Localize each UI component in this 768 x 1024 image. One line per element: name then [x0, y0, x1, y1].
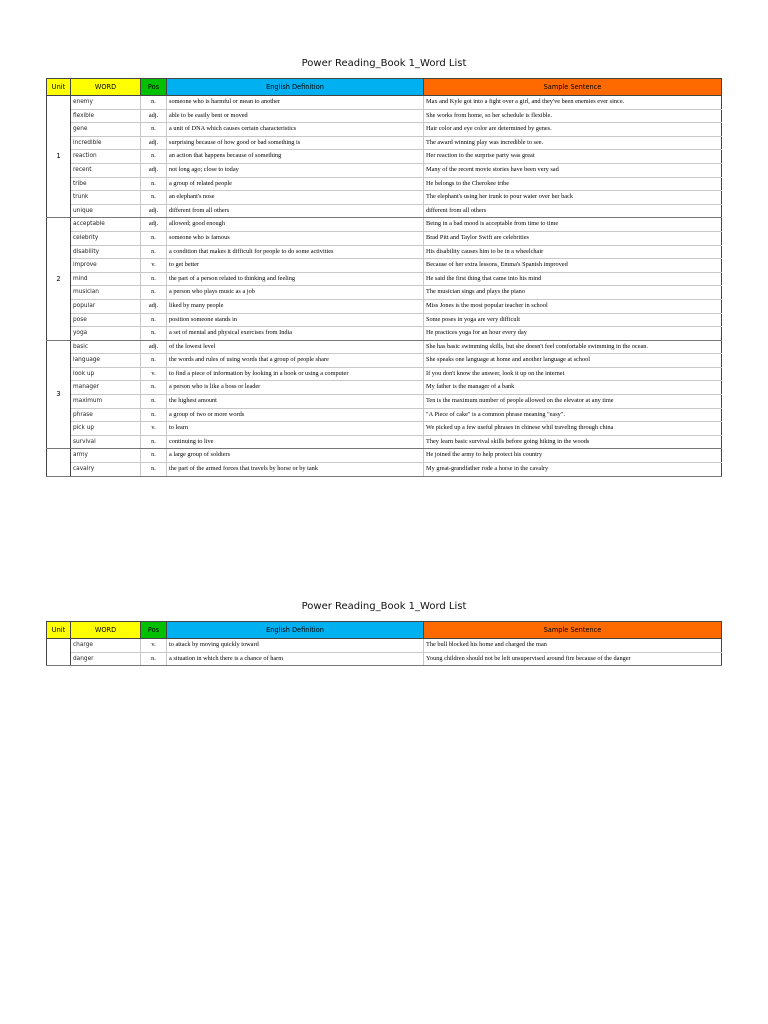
table-row	[47, 313, 722, 327]
sentence-cell: He joined the army to help protect his country	[424, 449, 722, 463]
word-cell: yoga	[71, 327, 141, 341]
word-cell: charge	[71, 639, 141, 653]
definition-cell: the words and rules of using words that a group of people share	[167, 354, 424, 368]
pos-cell: n.	[141, 123, 167, 137]
pos-cell: n.	[141, 286, 167, 300]
definition-cell: a group of two or more words	[167, 408, 424, 422]
header-definition: English Definition	[167, 79, 424, 96]
table-row	[47, 435, 722, 449]
sentence-cell: The bull blocked his home and charged the man	[424, 639, 722, 653]
pos-cell: n.	[141, 449, 167, 463]
word-cell: improve	[71, 259, 141, 273]
pos-cell: n.	[141, 327, 167, 341]
pos-cell: adj.	[141, 109, 167, 123]
sentence-cell: She speaks one language at home and another language at school	[424, 354, 722, 368]
table-row	[47, 299, 722, 313]
definition-cell: surprising because of how good or bad something is	[167, 136, 424, 150]
word-cell: cavalry	[71, 463, 141, 477]
table-row	[47, 422, 722, 436]
sentence-cell: She has basic swimming skills, but she doesn't feel comfortable swimming in the ocean.	[424, 340, 722, 354]
pos-cell: n.	[141, 177, 167, 191]
word-cell: danger	[71, 652, 141, 666]
definition-cell: an action that happens because of something	[167, 150, 424, 164]
table-row	[47, 96, 722, 110]
definition-cell: able to be easily bent or moved	[167, 109, 424, 123]
definition-cell: a unit of DNA which causes certain characteristics	[167, 123, 424, 137]
definition-cell: to get better	[167, 259, 424, 273]
sentence-cell: Her reaction to the surprise party was great	[424, 150, 722, 164]
definition-cell: to find a piece of information by looking in a book or using a computer	[167, 367, 424, 381]
sentence-cell: My father is the manager of a bank	[424, 381, 722, 395]
table-row	[47, 340, 722, 354]
table-row	[47, 259, 722, 273]
sentence-cell: His disability causes him to be in a wheelchair	[424, 245, 722, 259]
header-row	[47, 622, 722, 639]
sentence-cell: My great-grandfather rode a horse in the cavalry	[424, 463, 722, 477]
word-list-table-2	[46, 621, 722, 666]
pos-cell: n.	[141, 395, 167, 409]
pos-cell: v.	[141, 259, 167, 273]
pos-cell: n.	[141, 191, 167, 205]
word-cell: recent	[71, 163, 141, 177]
definition-cell: allowed; good enough	[167, 218, 424, 232]
pos-cell: n.	[141, 435, 167, 449]
table-row	[47, 123, 722, 137]
definition-cell: position someone stands in	[167, 313, 424, 327]
table-row	[47, 109, 722, 123]
header-unit: Unit	[47, 79, 71, 96]
table-row	[47, 272, 722, 286]
sentence-cell: Because of her extra lessons, Emma's Spanish improved	[424, 259, 722, 273]
table-row	[47, 639, 722, 653]
sentence-cell: The award winning play was incredible to see.	[424, 136, 722, 150]
header-word: WORD	[71, 79, 141, 96]
table-row	[47, 245, 722, 259]
table-row	[47, 150, 722, 164]
unit-cell: 3	[47, 340, 71, 449]
word-cell: manager	[71, 381, 141, 395]
header-row	[47, 79, 722, 96]
word-cell: enemy	[71, 96, 141, 110]
pos-cell: n.	[141, 463, 167, 477]
definition-cell: a group of related people	[167, 177, 424, 191]
definition-cell: a condition that makes it difficult for people to do some activities	[167, 245, 424, 259]
pos-cell: n.	[141, 313, 167, 327]
unit-cell: 1	[47, 96, 71, 218]
word-cell: survival	[71, 435, 141, 449]
word-cell: mind	[71, 272, 141, 286]
header-definition: English Definition	[167, 622, 424, 639]
pos-cell: n.	[141, 150, 167, 164]
pos-cell: n.	[141, 408, 167, 422]
pos-cell: adj.	[141, 204, 167, 218]
word-cell: army	[71, 449, 141, 463]
table-row	[47, 395, 722, 409]
definition-cell: a set of mental and physical exercises from India	[167, 327, 424, 341]
definition-cell: continuing to live	[167, 435, 424, 449]
definition-cell: a large group of soldiers	[167, 449, 424, 463]
sentence-cell: She works from home, so her schedule is flexible.	[424, 109, 722, 123]
table-row	[47, 231, 722, 245]
table-row	[47, 463, 722, 477]
table-row	[47, 652, 722, 666]
sentence-cell: Many of the recent movie stories have been very sad	[424, 163, 722, 177]
sentence-cell: They learn basic survival skills before going hiking in the woods	[424, 435, 722, 449]
sentence-cell: He practices yoga for an hour every day	[424, 327, 722, 341]
table-row	[47, 449, 722, 463]
table-row	[47, 381, 722, 395]
definition-cell: someone who is famous	[167, 231, 424, 245]
sentence-cell: Hair color and eye color are determined by genes.	[424, 123, 722, 137]
definition-cell: a person who plays music as a job	[167, 286, 424, 300]
sentence-cell: The elephant's using her trunk to pour water over her back	[424, 191, 722, 205]
table-row	[47, 218, 722, 232]
sentence-cell: Some poses in yoga are very difficult	[424, 313, 722, 327]
sentence-cell: Being in a bad mood is acceptable from time to time	[424, 218, 722, 232]
pos-cell: n.	[141, 272, 167, 286]
pos-cell: n.	[141, 381, 167, 395]
sentence-cell: Max and Kyle got into a fight over a girl, and they've been enemies ever since.	[424, 96, 722, 110]
page-title: Power Reading_Book 1_Word List	[301, 58, 467, 69]
pos-cell: n.	[141, 354, 167, 368]
word-cell: incredible	[71, 136, 141, 150]
word-cell: trunk	[71, 191, 141, 205]
word-cell: musician	[71, 286, 141, 300]
word-cell: pick up	[71, 422, 141, 436]
sentence-cell: He said the first thing that came into his mind	[424, 272, 722, 286]
word-cell: basic	[71, 340, 141, 354]
word-list-table	[46, 78, 722, 477]
table-row	[47, 408, 722, 422]
definition-cell: someone who is harmful or mean to another	[167, 96, 424, 110]
sentence-cell: He belongs to the Cherokee tribe	[424, 177, 722, 191]
header-word: WORD	[71, 622, 141, 639]
pos-cell: n.	[141, 652, 167, 666]
word-cell: pose	[71, 313, 141, 327]
page-title-2: Power Reading_Book 1_Word List	[301, 601, 467, 612]
word-cell: celebrity	[71, 231, 141, 245]
pos-cell: adj.	[141, 340, 167, 354]
pos-cell: adj.	[141, 218, 167, 232]
pos-cell: adj.	[141, 163, 167, 177]
word-cell: flexible	[71, 109, 141, 123]
sentence-cell: Miss Jones is the most popular teacher in school	[424, 299, 722, 313]
sentence-cell: Young children should not be left unsupervised around fire because of the danger	[424, 652, 722, 666]
definition-cell: the highest amount	[167, 395, 424, 409]
word-cell: look up	[71, 367, 141, 381]
pos-cell: n.	[141, 245, 167, 259]
word-cell: tribe	[71, 177, 141, 191]
pos-cell: adj.	[141, 136, 167, 150]
definition-cell: of the lowest level	[167, 340, 424, 354]
word-cell: disability	[71, 245, 141, 259]
sentence-cell: "A Piece of cake" is a common phrase meaning "easy".	[424, 408, 722, 422]
sentence-cell: Brad Pitt and Taylor Swift are celebrities	[424, 231, 722, 245]
definition-cell: not long ago; close to today	[167, 163, 424, 177]
definition-cell: to learn	[167, 422, 424, 436]
pos-cell: v.	[141, 367, 167, 381]
header-sentence: Sample Sentence	[424, 79, 722, 96]
sentence-cell: The musician sings and plays the piano	[424, 286, 722, 300]
definition-cell: liked by many people	[167, 299, 424, 313]
pos-cell: n.	[141, 96, 167, 110]
unit-cell: 2	[47, 218, 71, 340]
definition-cell: different from all others	[167, 204, 424, 218]
unit-cell	[47, 449, 71, 476]
word-cell: popular	[71, 299, 141, 313]
table-row	[47, 163, 722, 177]
table-row	[47, 327, 722, 341]
header-pos: Pos	[141, 79, 167, 96]
definition-cell: a situation in which there is a chance of harm	[167, 652, 424, 666]
header-pos: Pos	[141, 622, 167, 639]
table-row	[47, 177, 722, 191]
word-cell: maximum	[71, 395, 141, 409]
table-row	[47, 204, 722, 218]
header-unit: Unit	[47, 622, 71, 639]
sentence-cell: different from all others	[424, 204, 722, 218]
pos-cell: v.	[141, 639, 167, 653]
word-cell: reaction	[71, 150, 141, 164]
word-cell: acceptable	[71, 218, 141, 232]
pos-cell: n.	[141, 231, 167, 245]
definition-cell: a person who is like a boss or leader	[167, 381, 424, 395]
definition-cell: an elephant's nose	[167, 191, 424, 205]
word-cell: phrase	[71, 408, 141, 422]
definition-cell: the part of a person related to thinking and feeling	[167, 272, 424, 286]
sentence-cell: Ten is the maximum number of people allowed on the elevator at any time	[424, 395, 722, 409]
definition-cell: the part of the armed forces that travels by horse or by tank	[167, 463, 424, 477]
word-cell: language	[71, 354, 141, 368]
pos-cell: v.	[141, 422, 167, 436]
sentence-cell: We picked up a few useful phrases in chinese whil traveling through china	[424, 422, 722, 436]
table-row	[47, 354, 722, 368]
table-row	[47, 191, 722, 205]
word-cell: gene	[71, 123, 141, 137]
table-row	[47, 136, 722, 150]
word-cell: unique	[71, 204, 141, 218]
sentence-cell: If you don't know the answer, look it up on the internet	[424, 367, 722, 381]
table-row	[47, 286, 722, 300]
unit-cell	[47, 639, 71, 666]
definition-cell: to attack by moving quickly toward	[167, 639, 424, 653]
header-sentence: Sample Sentence	[424, 622, 722, 639]
pos-cell: adj.	[141, 299, 167, 313]
table-row	[47, 367, 722, 381]
